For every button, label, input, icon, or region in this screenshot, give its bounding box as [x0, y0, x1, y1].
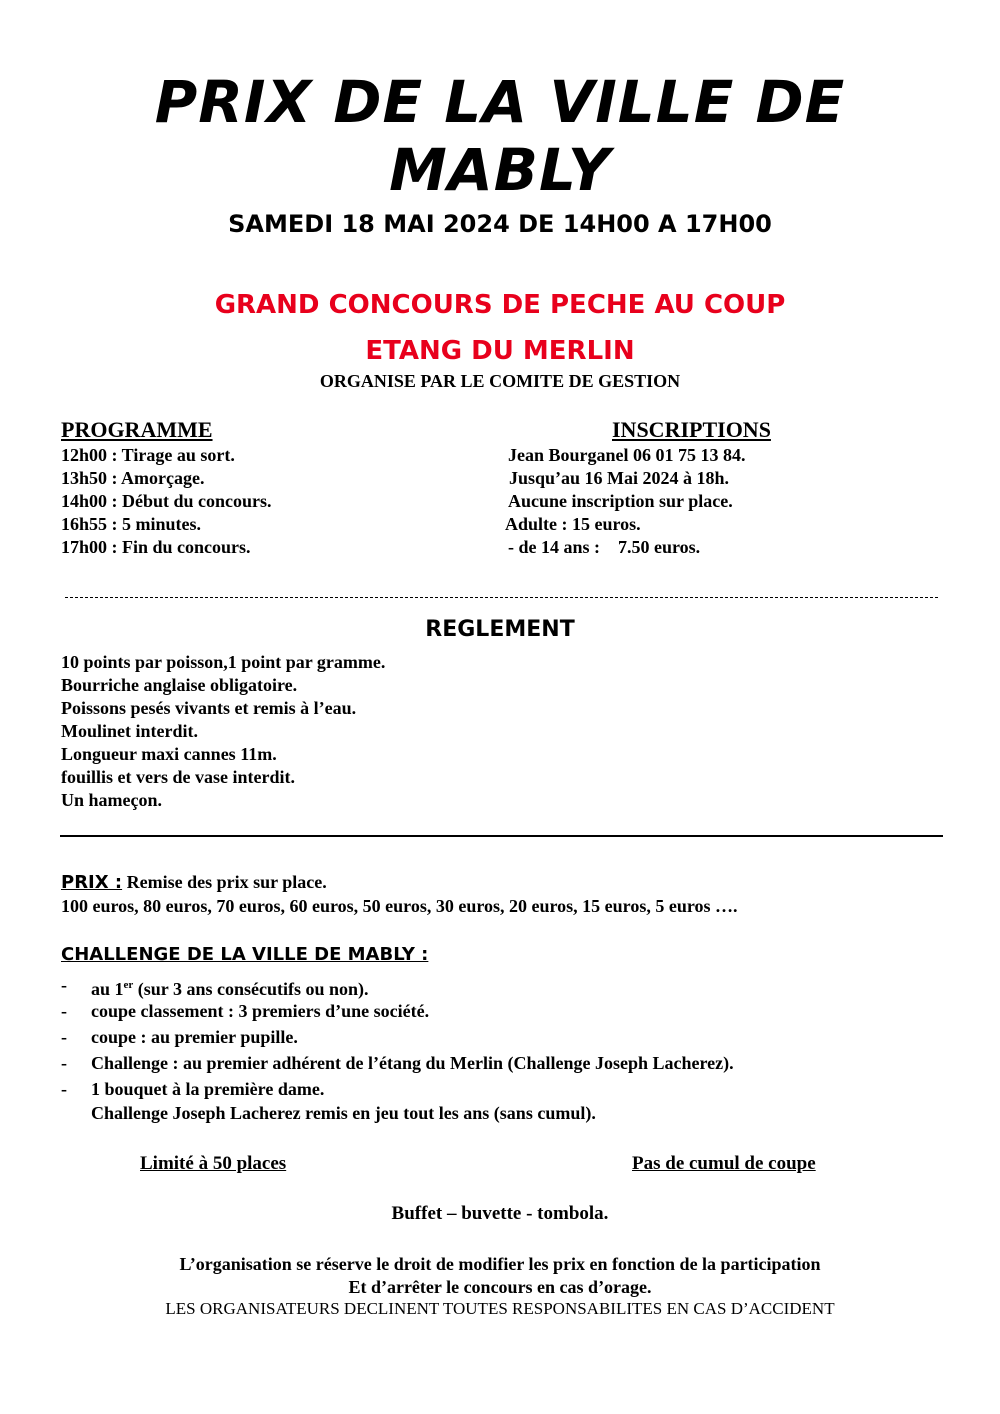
dashed-divider [65, 597, 938, 598]
limit-places: Limité à 50 places [140, 1153, 287, 1174]
challenge-item: - Challenge : au premier adhérent de l’étang du Merlin (Challenge Joseph Lacherez). [61, 1053, 734, 1073]
reglement-list [61, 651, 385, 812]
title-line-2: MABLY [389, 136, 611, 204]
organizer: ORGANISE PAR LE COMITE DE GESTION [319, 371, 681, 391]
bullet-dash: - [61, 1001, 67, 1021]
inscription-adult-price: Adulte : 15 euros. [505, 514, 641, 534]
disclaimer-line-1: L’organisation se réserve le droit de modifier les prix en fonction de la participation [179, 1254, 821, 1274]
reglement-heading: REGLEMENT [425, 617, 575, 642]
bullet-dash: - [61, 1079, 67, 1099]
rule-item: Bourriche anglaise obligatoire. [61, 675, 298, 695]
rule-item: fouillis et vers de vase interdit. [61, 767, 295, 787]
challenge-item: - coupe : au premier pupille. [61, 1027, 298, 1047]
rule-item: Longueur maxi cannes 11m. [61, 744, 277, 764]
challenge-heading: CHALLENGE DE LA VILLE DE MABLY : [61, 944, 429, 965]
rule-item: Un hameçon. [61, 790, 163, 810]
programme-item: 16h55 : 5 minutes. [61, 514, 202, 534]
programme-list [61, 444, 272, 559]
challenge-list [61, 974, 734, 1125]
inscription-note: Aucune inscription sur place. [508, 491, 733, 511]
challenge-item: - au 1er (sur 3 ans consécutifs ou non). [61, 975, 369, 999]
inscription-junior-price: - de 14 ans : 7.50 euros. [508, 537, 701, 557]
prix-text: Remise des prix sur place. [126, 872, 327, 892]
bullet-dash: - [61, 1027, 67, 1047]
inscription-deadline: Jusqu’au 16 Mai 2024 à 18h. [509, 468, 730, 488]
event-name: GRAND CONCOURS DE PECHE AU COUP [214, 290, 786, 320]
prix-label: PRIX : [61, 872, 123, 893]
bullet-dash: - [61, 1053, 67, 1073]
challenge-item: - 1 bouquet à la première dame. [61, 1079, 325, 1099]
challenge-note: Challenge Joseph Lacherez remis en jeu tout les ans (sans cumul). [91, 1103, 596, 1123]
solid-divider [60, 835, 943, 837]
programme-heading: PROGRAMME [61, 417, 213, 442]
rule-item: Moulinet interdit. [61, 721, 198, 741]
inscription-contact: Jean Bourganel 06 01 75 13 84. [508, 445, 746, 465]
disclaimer-line-2: Et d’arrêter le concours en cas d’orage. [348, 1277, 652, 1297]
disclaimer-line-3: LES ORGANISATEURS DECLINENT TOUTES RESPONSABILITES EN CAS D’ACCIDENT [165, 1299, 835, 1318]
programme-item: 14h00 : Début du concours. [61, 491, 272, 511]
prix-amounts: 100 euros, 80 euros, 70 euros, 60 euros, 50 euros, 30 euros, 20 euros, 15 euros, 5 euros …. [61, 896, 738, 916]
event-date: SAMEDI 18 MAI 2024 DE 14H00 A 17H00 [228, 210, 772, 238]
title-line-1: PRIX DE LA VILLE DE [154, 68, 846, 136]
programme-item: 12h00 : Tirage au sort. [61, 445, 235, 465]
programme-item: 17h00 : Fin du concours. [61, 537, 251, 557]
event-location: ETANG DU MERLIN [365, 336, 635, 366]
no-cumul: Pas de cumul de coupe [632, 1153, 816, 1174]
programme-item: 13h50 : Amorçage. [61, 468, 205, 488]
inscriptions-heading: INSCRIPTIONS [612, 417, 771, 442]
buffet-line: Buffet – buvette - tombola. [391, 1203, 609, 1224]
prix-line [61, 871, 327, 894]
rule-item: Poissons pesés vivants et remis à l’eau. [61, 698, 357, 718]
challenge-item: - coupe classement : 3 premiers d’une société. [61, 1001, 430, 1021]
rule-item: 10 points par poisson,1 point par gramme. [61, 652, 386, 672]
bullet-dash: - [61, 975, 67, 995]
